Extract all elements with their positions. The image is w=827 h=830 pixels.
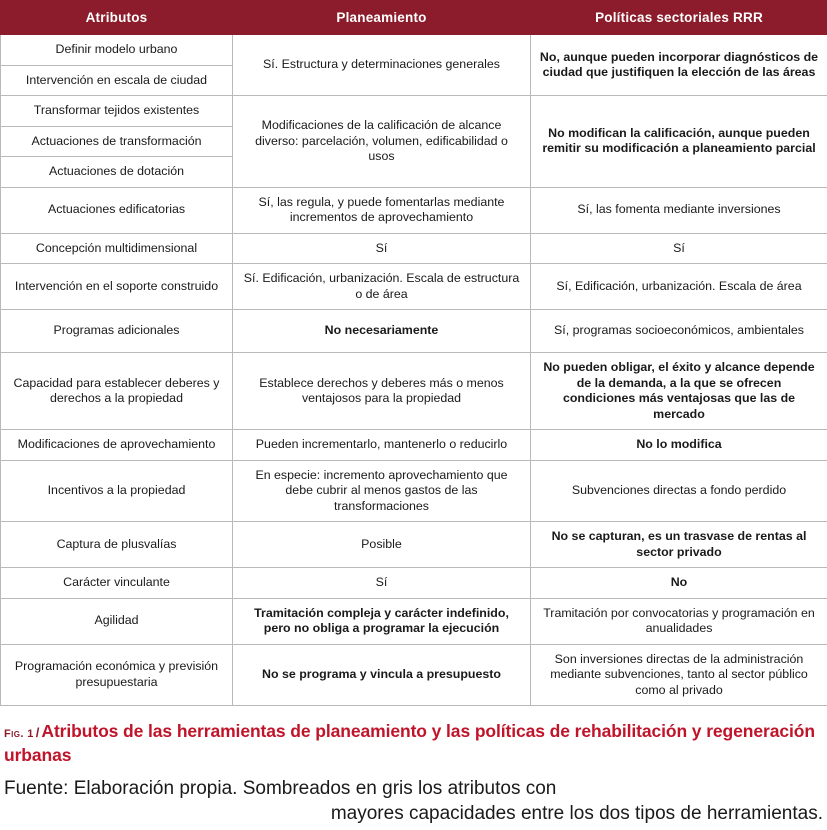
row-planeamiento: Posible <box>233 522 531 568</box>
row-planeamiento: No necesariamente <box>233 310 531 353</box>
table-row <box>1 522 827 568</box>
figure-separator: / <box>35 725 40 740</box>
row-attribute: Actuaciones de transformación <box>1 126 233 157</box>
row-planeamiento: Sí. Edificación, urbanización. Escala de estructura o de área <box>233 264 531 310</box>
row-attribute: Definir modelo urbano <box>1 35 233 66</box>
row-politicas: No pueden obligar, el éxito y alcance depende de la demanda, a la que se ofrecen condiciones más ventajosas que las de mercado <box>531 353 827 430</box>
row-politicas: No, aunque pueden incorporar diagnósticos de ciudad que justifiquen la elección de las áreas <box>531 35 827 96</box>
table-row <box>1 96 827 127</box>
row-attribute: Programas adicionales <box>1 310 233 353</box>
row-planeamiento: Modificaciones de la calificación de alcance diverso: parcelación, volumen, edificabilidad o usos <box>233 96 531 188</box>
row-attribute: Agilidad <box>1 598 233 644</box>
table-header <box>1 1 827 35</box>
column-header-planeamiento: Planeamiento <box>233 1 531 35</box>
row-planeamiento: Sí. Estructura y determinaciones generales <box>233 35 531 96</box>
table-row <box>1 353 827 430</box>
figure-source <box>4 777 823 826</box>
table-row <box>1 35 827 66</box>
source-line-1: Fuente: Elaboración propia. Sombreados en gris los atributos con <box>4 778 557 800</box>
table-body <box>1 35 827 706</box>
row-planeamiento: Sí <box>233 233 531 264</box>
row-planeamiento: Sí <box>233 568 531 599</box>
column-header-atributos: Atributos <box>1 1 233 35</box>
row-politicas: Son inversiones directas de la administración mediante subvenciones, tanto al sector público como al privado <box>531 644 827 706</box>
row-planeamiento: Tramitación compleja y carácter indefinido, pero no obliga a programar la ejecución <box>233 598 531 644</box>
table-row <box>1 460 827 522</box>
figure-label: Fig. 1 <box>4 728 34 740</box>
table-row <box>1 310 827 353</box>
row-politicas: Sí, Edificación, urbanización. Escala de área <box>531 264 827 310</box>
row-attribute: Carácter vinculante <box>1 568 233 599</box>
table-row <box>1 598 827 644</box>
row-planeamiento: Pueden incrementarlo, mantenerlo o reducirlo <box>233 430 531 461</box>
row-planeamiento: Sí, las regula, y puede fomentarlas mediante incrementos de aprovechamiento <box>233 187 531 233</box>
row-attribute: Transformar tejidos existentes <box>1 96 233 127</box>
row-politicas: Subvenciones directas a fondo perdido <box>531 460 827 522</box>
row-attribute: Concepción multidimensional <box>1 233 233 264</box>
row-attribute: Captura de plusvalías <box>1 522 233 568</box>
row-attribute: Actuaciones de dotación <box>1 157 233 188</box>
row-politicas: Sí, programas socioeconómicos, ambientales <box>531 310 827 353</box>
table-row <box>1 187 827 233</box>
row-politicas: Sí <box>531 233 827 264</box>
row-politicas: Tramitación por convocatorias y programación en anualidades <box>531 598 827 644</box>
table-row <box>1 233 827 264</box>
row-politicas: No se capturan, es un trasvase de rentas al sector privado <box>531 522 827 568</box>
table-row <box>1 430 827 461</box>
column-header-politicas: Políticas sectoriales RRR <box>531 1 827 35</box>
figure-caption <box>4 720 823 767</box>
row-attribute: Intervención en escala de ciudad <box>1 65 233 96</box>
row-attribute: Incentivos a la propiedad <box>1 460 233 522</box>
source-line-2: mayores capacidades entre los dos tipos de herramientas. <box>330 802 823 824</box>
figure-title: Atributos de las herramientas de planeamiento y las políticas de rehabilitación y regeneración urbanas <box>4 721 815 765</box>
row-attribute: Modificaciones de aprovechamiento <box>1 430 233 461</box>
row-politicas: No <box>531 568 827 599</box>
row-politicas: No lo modifica <box>531 430 827 461</box>
row-planeamiento: Establece derechos y deberes más o menos ventajosos para la propiedad <box>233 353 531 430</box>
row-attribute: Intervención en el soporte construido <box>1 264 233 310</box>
table-header-row <box>1 1 827 35</box>
row-attribute: Programación económica y previsión presupuestaria <box>1 644 233 706</box>
row-planeamiento: En especie: incremento aprovechamiento que debe cubrir al menos gastos de las transformaciones <box>233 460 531 522</box>
row-politicas: Sí, las fomenta mediante inversiones <box>531 187 827 233</box>
row-planeamiento: No se programa y vincula a presupuesto <box>233 644 531 706</box>
row-attribute: Capacidad para establecer deberes y derechos a la propiedad <box>1 353 233 430</box>
table-row <box>1 644 827 706</box>
row-politicas: No modifican la calificación, aunque pueden remitir su modificación a planeamiento parcial <box>531 96 827 188</box>
table-row <box>1 568 827 599</box>
table-row <box>1 264 827 310</box>
row-attribute: Actuaciones edificatorias <box>1 187 233 233</box>
